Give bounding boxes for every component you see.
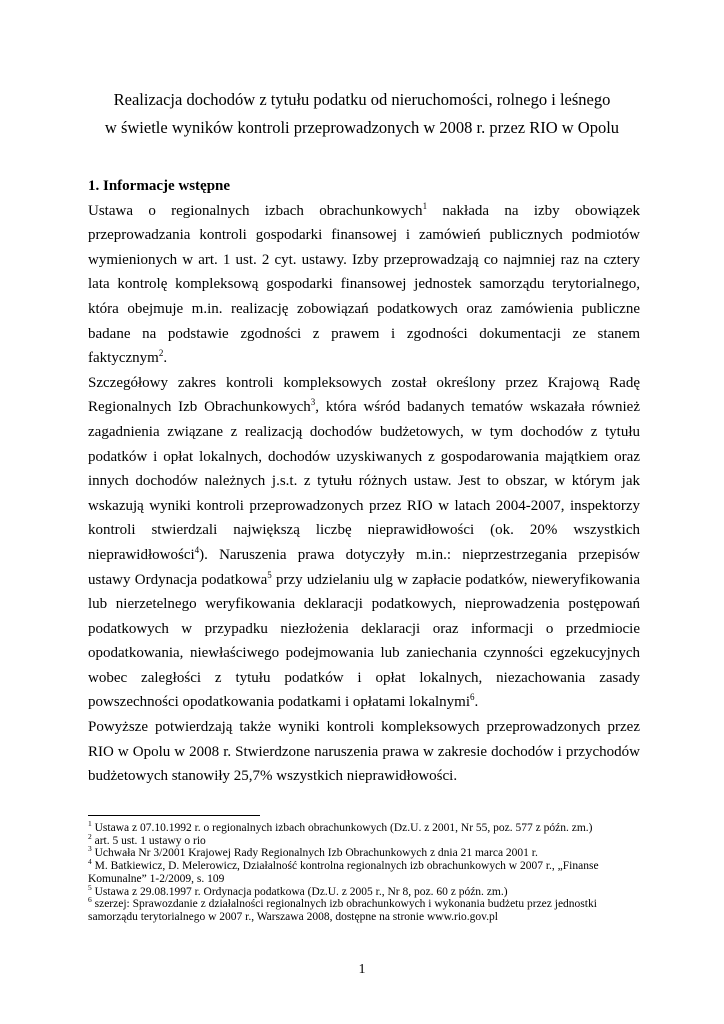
document-title — [60, 86, 664, 142]
footnote: $^1$ Ustawa z 07.10.1992 r. o regionalnych izbach obrachunkowych (Dz.U. z 2001, Nr 55, poz. 577 z późn. zm.) — [88, 819, 593, 834]
footnote-ref-5: 5 — [267, 569, 272, 580]
footnote: $^6$ szerzej: Sprawozdanie z działalności regionalnych izb obrachunkowych i wykonania budżetu przez jednostki samorządu terytorialnego w 2007 r., Warszawa 2008, dostępne na stronie www.rio.gov.pl — [88, 895, 597, 923]
footnote-ref-3: 3 — [310, 397, 316, 408]
footnote: $^2$ art. 5 ust. 1 ustawy o rio — [88, 831, 206, 847]
footnote: $^3$ Uchwała Nr 3/2001 Krajowej Rady Regionalnych Izb Obrachunkowych z dnia 21 marca 2001 r. — [88, 844, 538, 860]
footnote-separator — [88, 815, 260, 816]
title-line-2: w świetle wyników kontroli przeprowadzonych w 2008 r. przez RIO w Opolu — [104, 118, 620, 137]
footnote-ref-2: 2 — [158, 348, 164, 359]
section-heading: 1. Informacje wstępne — [88, 178, 231, 194]
footnote-ref-6: 6 — [470, 692, 475, 703]
footnote-ref-1: 1 — [422, 200, 428, 211]
title-line-1: Realizacja dochodów z tytułu podatku od nieruchomości, rolnego i leśnego — [113, 90, 611, 109]
paragraph-3: Powyższe potwierdzają także wyniki kontroli kompleksowych przeprowadzonych przez RIO w Opolu w 2008 r. Stwierdzone naruszenia prawa w zakresie dochodów i przychodów budżetowych stanowiły 25,7% wszystkich nieprawidłowości. — [88, 719, 640, 785]
footnote: $^4$ M. Batkiewicz, D. Melerowicz, Działalność kontrolna regionalnych izb obrachunkowych w 2007 r., „Finanse Komunalne” 1-2/2009, s. 109 — [88, 857, 599, 885]
footnote: $^5$ Ustawa z 29.08.1997 r. Ordynacja podatkowa (Dz.U. z 2005 r., Nr 8, poz. 60 z późn. zm.) — [88, 882, 508, 898]
footnote-ref-4: 4 — [194, 544, 200, 555]
footnotes — [88, 819, 640, 924]
document-body — [88, 174, 640, 789]
paragraph-2: Szczegółowy zakres kontroli kompleksowych został określony przez Krajową Radę Regionalnych Izb Obrachunkowych$^3$, która wśród badanych tematów wskazała również zagadnienia związane z realizacją dochodów budżetowych, w tym dochodów z tytułu podatków i opłat lokalnych, dochodów uzyskiwanych z gospodarowania majątkiem oraz innych dochodów należnych j.s.t. z tytułu różnych ustaw. Jest to obszar, w którym jak wskazują wyniki kontroli przeprowadzonych przez RIO w latach 2004-2007, inspektorzy kontroli stwierdzali największą liczbę nieprawidłowości (ok. 20% wszystkich nieprawidłowości$^4$). Naruszenia prawa dotyczyły m.in.: nieprzestrzegania przepisów ustawy Ordynacja podatkowa$^5$ przy udzielaniu ulg w zapłacie podatków, nieweryfikowania lub nierzetelnego weryfikowania deklaracji podatkowych, nieprowadzenia postępowań podatkowych w przypadku niezłożenia deklaracji oraz informacji o przedmiocie opodatkowania, niewłaściwego podejmowania lub zaniechania czynności egzekucyjnych wobec zaległości z tytułu podatków i opłat lokalnych, niezachowania zasady powszechności opodatkowania podatkami i opłatami lokalnymi$^6$. — [88, 374, 640, 711]
paragraph-1: Ustawa o regionalnych izbach obrachunkowych$^1$ nakłada na izby obowiązek przeprowadzania kontroli gospodarki finansowej i zamówień publicznych podmiotów wymienionych w art. 1 ust. 2 cyt. ustawy. Izby przeprowadzają co najmniej raz na cztery lata kontrolę kompleksową gospodarki finansowej jednostek samorządu terytorialnego, która obejmuje m.in. realizację zobowiązań podatkowych oraz zamówienia publiczne badane na podstawie zgodności z prawem i zgodności dokumentacji ze stanem faktycznym$^2$. — [88, 200, 640, 367]
page-number: 1 — [358, 962, 366, 977]
